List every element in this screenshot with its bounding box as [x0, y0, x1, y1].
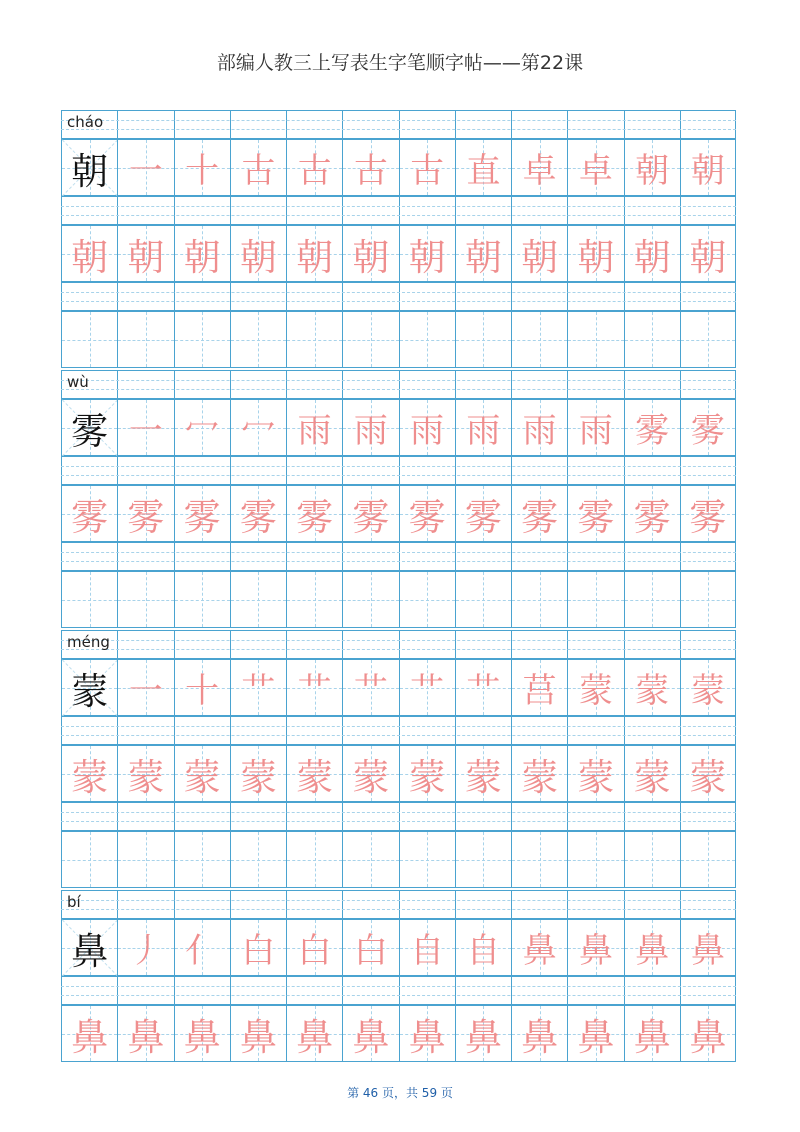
tian-grid-cell: [624, 571, 680, 628]
tian-grid-cell: [286, 919, 342, 976]
tian-grid-cell: [511, 225, 567, 282]
stroke-step-character: 莒: [522, 671, 557, 711]
tian-grid-cell: [61, 311, 117, 368]
tian-grid-cell: [511, 311, 567, 368]
trace-character: 朝: [689, 235, 727, 279]
pinyin-band: [61, 976, 736, 1005]
tian-grid-cell: [624, 1005, 680, 1062]
tian-grid-cell: [117, 399, 173, 456]
trace-character: 鼻: [408, 1015, 446, 1059]
stroke-step-character: 艹: [241, 671, 276, 711]
tian-grid-cell: [286, 571, 342, 628]
pinyin-band: [61, 110, 736, 139]
stroke-step-character: 冖: [241, 411, 276, 451]
trace-character: 蒙: [689, 755, 727, 799]
tian-grid-cell: [61, 919, 117, 976]
stroke-step-character: 朝: [635, 151, 670, 191]
trace-character: 鼻: [633, 1015, 671, 1059]
stroke-step-character: 直: [466, 151, 501, 191]
tian-grid-cell: [230, 399, 286, 456]
tian-grid-cell: [455, 659, 511, 716]
stroke-step-character: 卓: [522, 151, 557, 191]
trace-character: 朝: [71, 235, 109, 279]
character-block: [61, 630, 736, 890]
pinyin-band: [61, 890, 736, 919]
tian-grid-cell: [567, 571, 623, 628]
stroke-order-row: [61, 139, 736, 196]
trace-character: 鼻: [296, 1015, 334, 1059]
tian-grid-cell: [342, 571, 398, 628]
tian-grid-cell: [511, 399, 567, 456]
trace-character: 雾: [408, 495, 446, 539]
character-block: [61, 370, 736, 630]
tian-grid-cell: [61, 831, 117, 888]
tian-grid-cell: [117, 139, 173, 196]
pinyin-band: [61, 456, 736, 485]
trace-character: 朝: [633, 235, 671, 279]
tian-grid-cell: [342, 659, 398, 716]
tian-grid-cell: [117, 745, 173, 802]
tian-grid-cell: [174, 139, 230, 196]
stroke-step-character: 十: [185, 671, 220, 711]
stroke-step-character: 蒙: [690, 671, 725, 711]
tian-grid-cell: [455, 745, 511, 802]
stroke-step-character: 朝: [690, 151, 725, 191]
trace-character: 雾: [464, 495, 502, 539]
tian-grid-cell: [61, 571, 117, 628]
tian-grid-cell: [342, 399, 398, 456]
pinyin-label: bí: [67, 893, 81, 911]
tian-grid-cell: [567, 139, 623, 196]
stroke-step-character: 雨: [297, 411, 332, 451]
trace-character: 鼻: [183, 1015, 221, 1059]
tian-grid-cell: [567, 311, 623, 368]
trace-character: 雾: [71, 495, 109, 539]
trace-character: 鼻: [577, 1015, 615, 1059]
trace-character: 雾: [689, 495, 727, 539]
stroke-step-character: 白: [297, 931, 332, 971]
model-character: 蒙: [71, 669, 109, 713]
pinyin-label: wù: [67, 373, 89, 391]
stroke-step-character: 亻: [185, 931, 220, 971]
trace-character: 蒙: [408, 755, 446, 799]
stroke-step-character: 雨: [578, 411, 613, 451]
tian-grid-cell: [567, 831, 623, 888]
trace-character: 朝: [521, 235, 559, 279]
tian-grid-cell: [399, 571, 455, 628]
tian-grid-cell: [174, 1005, 230, 1062]
stroke-step-character: 白: [353, 931, 388, 971]
stroke-step-character: 雨: [410, 411, 445, 451]
stroke-step-character: 鼻: [690, 931, 725, 971]
trace-character: 朝: [464, 235, 502, 279]
pinyin-band: [61, 630, 736, 659]
stroke-step-character: 雾: [635, 411, 670, 451]
tian-grid-cell: [174, 571, 230, 628]
tian-grid-cell: [455, 311, 511, 368]
practice-grid: [61, 110, 736, 1130]
stroke-step-character: 蒙: [635, 671, 670, 711]
trace-character: 雾: [296, 495, 334, 539]
tian-grid-cell: [174, 919, 230, 976]
tian-grid-cell: [342, 831, 398, 888]
trace-character: 鼻: [127, 1015, 165, 1059]
page-title: 部编人教三上写表生字笔顺字帖——第22课: [216, 52, 584, 74]
tian-grid-cell: [680, 225, 736, 282]
trace-character: 朝: [183, 235, 221, 279]
trace-character: 鼻: [239, 1015, 277, 1059]
tracing-row: [61, 1005, 736, 1062]
model-character: 鼻: [71, 929, 109, 973]
tian-grid-cell: [117, 919, 173, 976]
tian-grid-cell: [680, 745, 736, 802]
tian-grid-cell: [342, 225, 398, 282]
tian-grid-cell: [117, 225, 173, 282]
tian-grid-cell: [455, 571, 511, 628]
tian-grid-cell: [286, 399, 342, 456]
stroke-order-row: [61, 659, 736, 716]
tian-grid-cell: [680, 659, 736, 716]
tian-grid-cell: [624, 225, 680, 282]
tian-grid-cell: [455, 225, 511, 282]
trace-character: 朝: [352, 235, 390, 279]
tian-grid-cell: [567, 745, 623, 802]
tian-grid-cell: [174, 399, 230, 456]
stroke-step-character: 一: [128, 151, 163, 191]
trace-character: 蒙: [183, 755, 221, 799]
tian-grid-cell: [399, 919, 455, 976]
tian-grid-cell: [61, 659, 117, 716]
stroke-step-character: 雨: [522, 411, 557, 451]
tian-grid-cell: [511, 1005, 567, 1062]
tian-grid-cell: [230, 1005, 286, 1062]
trace-character: 鼻: [464, 1015, 502, 1059]
tian-grid-cell: [230, 571, 286, 628]
tian-grid-cell: [117, 831, 173, 888]
model-character: 雾: [71, 409, 109, 453]
tian-grid-cell: [624, 311, 680, 368]
tian-grid-cell: [624, 919, 680, 976]
blank-practice-row: [61, 831, 736, 888]
tian-grid-cell: [342, 139, 398, 196]
tian-grid-cell: [680, 485, 736, 542]
tian-grid-cell: [455, 1005, 511, 1062]
tian-grid-cell: [342, 1005, 398, 1062]
blank-practice-row: [61, 311, 736, 368]
trace-character: 雾: [521, 495, 559, 539]
stroke-step-character: 蒙: [578, 671, 613, 711]
stroke-step-character: 卓: [578, 151, 613, 191]
trace-character: 鼻: [352, 1015, 390, 1059]
stroke-step-character: 冖: [185, 411, 220, 451]
tian-grid-cell: [230, 139, 286, 196]
tian-grid-cell: [511, 485, 567, 542]
tian-grid-cell: [61, 745, 117, 802]
stroke-step-character: 艹: [466, 671, 501, 711]
tian-grid-cell: [230, 919, 286, 976]
tian-grid-cell: [174, 659, 230, 716]
tian-grid-cell: [286, 659, 342, 716]
stroke-step-character: 一: [128, 671, 163, 711]
tian-grid-cell: [399, 139, 455, 196]
page-footer: 第 46 页，共 59 页: [347, 1086, 453, 1100]
trace-character: 蒙: [352, 755, 390, 799]
stroke-step-character: 自: [410, 931, 445, 971]
tian-grid-cell: [174, 831, 230, 888]
tian-grid-cell: [567, 659, 623, 716]
stroke-step-character: 鼻: [522, 931, 557, 971]
tian-grid-cell: [680, 399, 736, 456]
tian-grid-cell: [230, 745, 286, 802]
trace-character: 蒙: [464, 755, 502, 799]
tian-grid-cell: [511, 571, 567, 628]
stroke-step-character: 十: [185, 151, 220, 191]
tian-grid-cell: [399, 1005, 455, 1062]
stroke-step-character: 古: [353, 151, 388, 191]
pinyin-band: [61, 370, 736, 399]
stroke-step-character: 自: [466, 931, 501, 971]
tian-grid-cell: [399, 225, 455, 282]
tian-grid-cell: [680, 919, 736, 976]
tian-grid-cell: [455, 919, 511, 976]
tian-grid-cell: [624, 399, 680, 456]
tian-grid-cell: [624, 831, 680, 888]
tian-grid-cell: [342, 485, 398, 542]
tian-grid-cell: [61, 399, 117, 456]
stroke-order-row: [61, 399, 736, 456]
pinyin-label: méng: [67, 633, 110, 651]
tian-grid-cell: [624, 745, 680, 802]
tian-grid-cell: [117, 311, 173, 368]
tian-grid-cell: [342, 311, 398, 368]
pinyin-band: [61, 802, 736, 831]
tian-grid-cell: [511, 139, 567, 196]
tian-grid-cell: [567, 399, 623, 456]
tian-grid-cell: [286, 831, 342, 888]
stroke-order-row: [61, 919, 736, 976]
trace-character: 雾: [183, 495, 221, 539]
trace-character: 朝: [408, 235, 446, 279]
tian-grid-cell: [680, 571, 736, 628]
tian-grid-cell: [230, 485, 286, 542]
tian-grid-cell: [399, 745, 455, 802]
tian-grid-cell: [511, 831, 567, 888]
tian-grid-cell: [117, 485, 173, 542]
trace-character: 朝: [239, 235, 277, 279]
tian-grid-cell: [680, 831, 736, 888]
tian-grid-cell: [342, 919, 398, 976]
model-character: 朝: [71, 149, 109, 193]
trace-character: 鼻: [521, 1015, 559, 1059]
trace-character: 雾: [127, 495, 165, 539]
pinyin-band: [61, 196, 736, 225]
tian-grid-cell: [680, 139, 736, 196]
tian-grid-cell: [455, 485, 511, 542]
tian-grid-cell: [399, 485, 455, 542]
tian-grid-cell: [174, 745, 230, 802]
trace-character: 蒙: [127, 755, 165, 799]
tian-grid-cell: [230, 311, 286, 368]
tian-grid-cell: [286, 745, 342, 802]
trace-character: 蒙: [296, 755, 334, 799]
tracing-row: [61, 225, 736, 282]
tian-grid-cell: [680, 1005, 736, 1062]
tian-grid-cell: [567, 485, 623, 542]
trace-character: 朝: [127, 235, 165, 279]
trace-character: 朝: [296, 235, 334, 279]
tian-grid-cell: [230, 659, 286, 716]
character-block: [61, 110, 736, 370]
tian-grid-cell: [286, 485, 342, 542]
stroke-step-character: 古: [241, 151, 276, 191]
tian-grid-cell: [286, 311, 342, 368]
tian-grid-cell: [399, 399, 455, 456]
trace-character: 雾: [239, 495, 277, 539]
trace-character: 雾: [577, 495, 615, 539]
trace-character: 雾: [352, 495, 390, 539]
tian-grid-cell: [624, 139, 680, 196]
blank-practice-row: [61, 571, 736, 628]
tian-grid-cell: [117, 1005, 173, 1062]
tian-grid-cell: [455, 139, 511, 196]
tian-grid-cell: [174, 485, 230, 542]
tian-grid-cell: [680, 311, 736, 368]
stroke-step-character: 艹: [410, 671, 445, 711]
tian-grid-cell: [286, 225, 342, 282]
tian-grid-cell: [511, 659, 567, 716]
trace-character: 蒙: [71, 755, 109, 799]
stroke-step-character: 雨: [466, 411, 501, 451]
tian-grid-cell: [624, 659, 680, 716]
stroke-step-character: 雨: [353, 411, 388, 451]
pinyin-band: [61, 542, 736, 571]
stroke-step-character: 古: [297, 151, 332, 191]
tian-grid-cell: [61, 485, 117, 542]
trace-character: 蒙: [577, 755, 615, 799]
tian-grid-cell: [511, 919, 567, 976]
stroke-step-character: 雾: [690, 411, 725, 451]
trace-character: 蒙: [239, 755, 277, 799]
tian-grid-cell: [286, 1005, 342, 1062]
trace-character: 蒙: [633, 755, 671, 799]
stroke-step-character: 一: [128, 411, 163, 451]
tian-grid-cell: [567, 225, 623, 282]
tian-grid-cell: [286, 139, 342, 196]
trace-character: 鼻: [71, 1015, 109, 1059]
tian-grid-cell: [399, 831, 455, 888]
tian-grid-cell: [174, 225, 230, 282]
tian-grid-cell: [61, 139, 117, 196]
stroke-step-character: 艹: [297, 671, 332, 711]
tian-grid-cell: [399, 311, 455, 368]
stroke-step-character: 鼻: [578, 931, 613, 971]
trace-character: 鼻: [689, 1015, 727, 1059]
tracing-row: [61, 745, 736, 802]
trace-character: 雾: [633, 495, 671, 539]
stroke-step-character: 鼻: [635, 931, 670, 971]
tian-grid-cell: [567, 919, 623, 976]
tian-grid-cell: [342, 745, 398, 802]
pinyin-band: [61, 282, 736, 311]
tian-grid-cell: [230, 225, 286, 282]
tian-grid-cell: [117, 659, 173, 716]
stroke-step-character: 白: [241, 931, 276, 971]
tian-grid-cell: [117, 571, 173, 628]
tian-grid-cell: [624, 485, 680, 542]
tian-grid-cell: [567, 1005, 623, 1062]
tian-grid-cell: [455, 399, 511, 456]
tian-grid-cell: [230, 831, 286, 888]
tracing-row: [61, 485, 736, 542]
pinyin-band: [61, 716, 736, 745]
tian-grid-cell: [174, 311, 230, 368]
tian-grid-cell: [399, 659, 455, 716]
stroke-step-character: 艹: [353, 671, 388, 711]
tian-grid-cell: [61, 225, 117, 282]
pinyin-label: cháo: [67, 113, 104, 131]
stroke-step-character: 丿: [128, 931, 163, 971]
trace-character: 朝: [577, 235, 615, 279]
tian-grid-cell: [61, 1005, 117, 1062]
trace-character: 蒙: [521, 755, 559, 799]
tian-grid-cell: [455, 831, 511, 888]
tian-grid-cell: [511, 745, 567, 802]
stroke-step-character: 古: [410, 151, 445, 191]
